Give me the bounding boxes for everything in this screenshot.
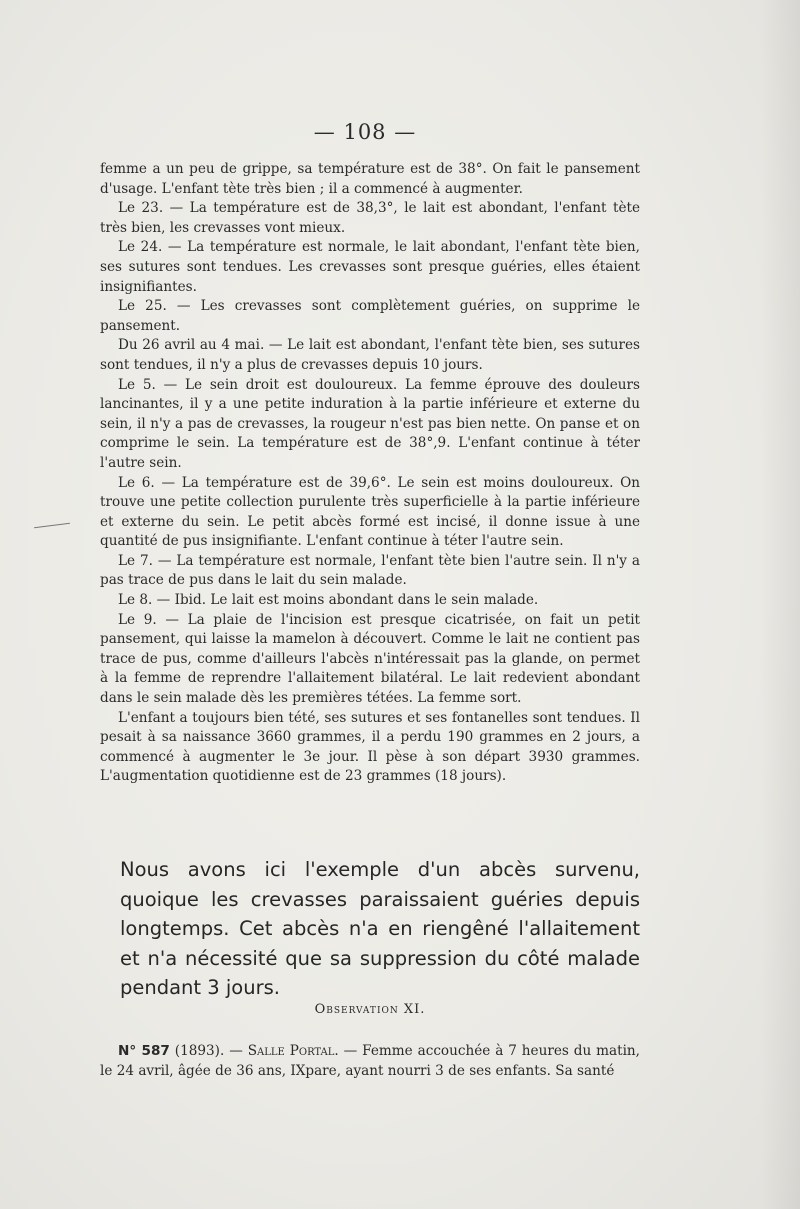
page-number: — 108 — <box>313 120 417 144</box>
observation-heading: Observation XI. <box>314 1002 426 1017</box>
paragraph-day-6: Le 6. — La température est de 39,6°. Le sein est moins douloureux. On trouve une petite collection purulente très superficielle à la partie inférieure et externe du sein. Le petit abcès formé est incisé, il donne issue à une quantité de pus insignifiante. L'enfant continue à téter l'autre sein. <box>100 474 640 550</box>
case-entry <box>100 1042 640 1081</box>
case-notes <box>100 160 640 787</box>
case-paragraph <box>100 1042 640 1081</box>
case-year: (1893). <box>174 1043 225 1059</box>
paragraph-day-24: Le 24. — La température est normale, le lait abondant, l'enfant tète bien, ses sutures sont tendues. Les crevasses sont presque guéries, elles étaient insignifiantes. <box>100 239 640 295</box>
commentary-text: Nous avons ici l'exemple d'un abcès survenu, quoique les crevasses paraissaient guéries depuis longtemps. Cet abcès n'a en riengêné l'allaitement et n'a nécessité que sa suppression du côté malade pendant 3 jours. <box>120 858 640 999</box>
paragraph-day-5: Le 5. — Le sein droit est douloureux. La femme éprouve des douleurs lancinantes, il y a une petite induration à la partie inférieure et externe du sein, il n'y a pas de crevasses, la rougeur n'est pas bien nette. On panse et on comprime le sein. La température est de 38°,9. L'enfant continue à téter l'autre sein. <box>100 376 640 471</box>
margin-mark <box>34 523 70 528</box>
paragraph-day-23: Le 23. — La température est de 38,3°, le lait est abondant, l'enfant tète très bien, les crevasses vont mieux. <box>100 200 640 236</box>
page-edge-shadow <box>760 0 800 1209</box>
case-text: Femme accouchée à 7 heures du matin, le 24 avril, âgée de 36 ans, IXpare, ayant nourri 3 de ses enfants. Sa santé <box>100 1043 640 1079</box>
paragraph-day-9: Le 9. — La plaie de l'incision est presque cicatrisée, on fait un petit pansement, qui laisse la mamelon à découvert. Comme le lait ne contient pas trace de pus, comme d'ailleurs l'abcès n'intéressait pas la glande, on permet à la femme de reprendre l'allaitement bilatéral. Le lait redevient abondant dans le sein malade dès les premières tétées. La femme sort. <box>100 611 640 707</box>
paragraph-day-25: Le 25. — Les crevasses sont complètement guéries, on supprime le pansement. <box>100 298 640 334</box>
case-ward: — Salle Portal. — <box>229 1043 358 1059</box>
paragraph-day-7: Le 7. — La température est normale, l'enfant tète bien l'autre sein. Il n'y a pas trace de pus dans le lait du sein malade. <box>100 552 640 589</box>
paragraph-day-8: Le 8. — Ibid. Le lait est moins abondant dans le sein malade. <box>118 592 539 609</box>
case-number: N° 587 <box>118 1043 170 1059</box>
paragraph-26-avril-4-mai: Du 26 avril au 4 mai. — Le lait est abondant, l'enfant tète bien, ses sutures sont tendues, il n'y a plus de crevasses depuis 10 jours. <box>100 337 640 373</box>
paragraph-continuation: femme a un peu de grippe, sa température est de 38°. On fait le pansement d'usage. L'enfant tète très bien ; il a commencé à augmenter. <box>100 161 640 197</box>
commentary-block <box>120 855 640 1003</box>
paragraph-infant-summary: L'enfant a toujours bien tété, ses sutures et ses fontanelles sont tendues. Il pesait à sa naissance 3660 grammes, il a perdu 190 grammes en 2 jours, a commencé à augmenter le 3e jour. Il pèse à son départ 3930 grammes. L'augmentation quotidienne est de 23 grammes (18 jours). <box>100 709 640 785</box>
